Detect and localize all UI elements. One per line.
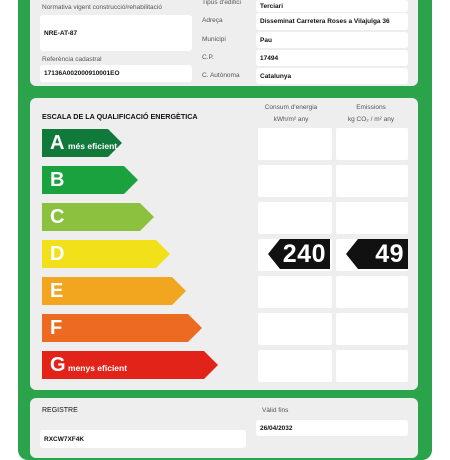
community-label: C. Autònoma xyxy=(202,72,240,79)
postcode-value: 17494 xyxy=(256,50,408,66)
registry-label: REGISTRE xyxy=(42,407,78,414)
valid-until-label: Vàlid fins xyxy=(262,407,289,414)
normative-label: Normativa vigent construcció/rehabilitació xyxy=(42,4,162,11)
energy-class-letter: C xyxy=(50,206,65,228)
energy-class-g-arrow xyxy=(42,351,218,379)
emissions-cell xyxy=(336,128,408,160)
valid-until-value: 26/04/2032 xyxy=(256,420,408,436)
energy-class-description: menys eficient xyxy=(68,363,128,373)
energy-class-d-arrow xyxy=(42,240,170,268)
consumption-cell xyxy=(258,313,332,345)
energy-class-f-arrow xyxy=(42,314,202,342)
municipality-value: Pau xyxy=(256,32,408,48)
energy-class-letter: E xyxy=(50,280,64,302)
cadastral-value: 17136A002000910001EO xyxy=(40,65,192,82)
consumption-cell xyxy=(258,202,332,234)
emissions-indicator-value: 49 xyxy=(375,240,404,268)
consumption-unit: kWh/m² any xyxy=(273,116,309,123)
energy-class-letter: G xyxy=(50,354,66,376)
consumption-cell xyxy=(258,165,332,197)
energy-class-e-arrow xyxy=(42,277,186,305)
emissions-cell xyxy=(336,165,408,197)
consumption-cell xyxy=(258,350,332,382)
address-label: Adreça xyxy=(202,17,223,24)
address-value: Disseminat Carretera Roses a Vilajuïga 36 xyxy=(256,13,408,30)
emissions-cell xyxy=(336,276,408,308)
cadastral-label: Referència cadastral xyxy=(42,56,102,63)
emissions-cell xyxy=(336,313,408,345)
consumption-indicator-value: 240 xyxy=(282,240,326,268)
energy-scale-title: ESCALA DE LA QUALIFICACIÓ ENERGÈTICA xyxy=(42,112,198,121)
normative-value: NRE-AT-87 xyxy=(40,15,192,51)
consumption-indicator xyxy=(268,239,330,269)
consumption-header: Consum d'energia xyxy=(264,104,318,111)
energy-class-c-arrow xyxy=(42,203,154,231)
energy-class-letter: D xyxy=(50,243,65,265)
energy-class-letter: A xyxy=(50,132,65,154)
energy-class-description: més eficient xyxy=(68,141,118,151)
municipality-label: Municipi xyxy=(202,36,226,43)
energy-class-letter: B xyxy=(50,169,65,191)
emissions-indicator xyxy=(346,239,408,269)
emissions-unit: kg CO₂ / m² any xyxy=(347,116,395,123)
consumption-cell xyxy=(258,276,332,308)
registry-value: RXCW7XF4K xyxy=(40,430,246,448)
energy-class-letter: F xyxy=(50,317,63,339)
emissions-cell xyxy=(336,350,408,382)
postcode-label: C.P. xyxy=(202,54,214,61)
energy-class-a-arrow xyxy=(42,129,122,157)
community-value: Catalunya xyxy=(256,68,408,84)
building-type-value: Terciari xyxy=(256,0,408,12)
consumption-cell xyxy=(258,128,332,160)
energy-class-b-arrow xyxy=(42,166,138,194)
emissions-cell xyxy=(336,202,408,234)
building-type-label: Tipus d'edifici xyxy=(202,0,241,6)
emissions-header: Emissions xyxy=(356,104,386,111)
